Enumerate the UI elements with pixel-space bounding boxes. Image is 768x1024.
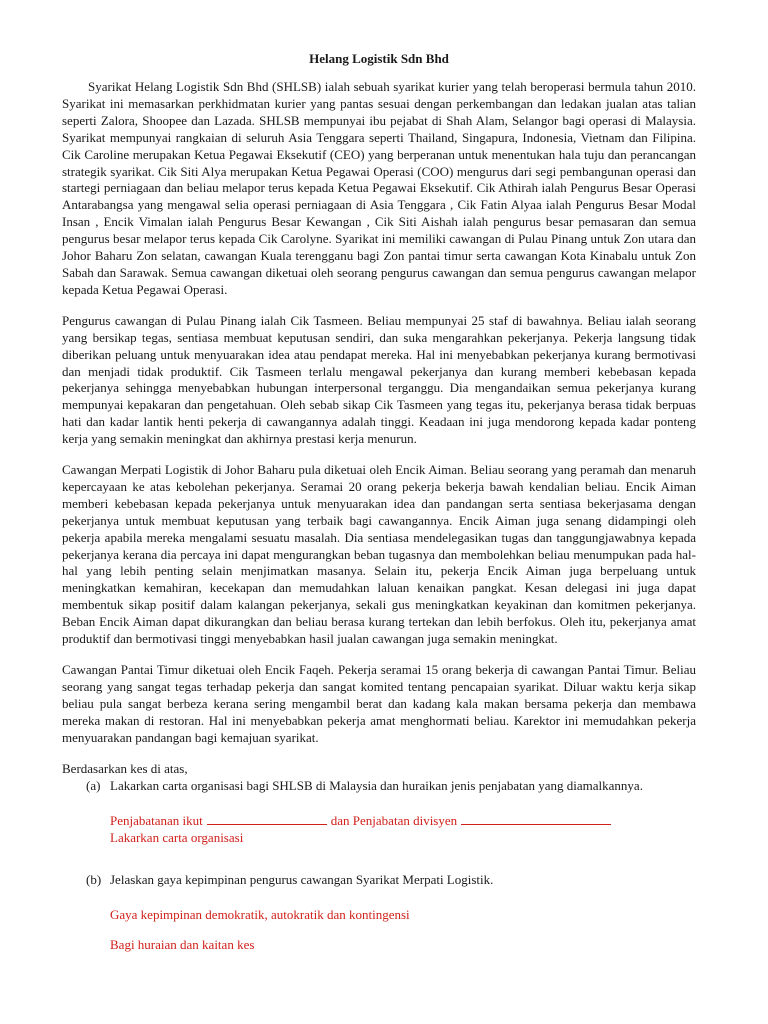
question-b-text: Jelaskan gaya kepimpinan pengurus cawangan Syarikat Merpati Logistik.	[110, 872, 494, 888]
question-b	[62, 872, 696, 889]
answer-a-part-2: dan Penjabatan divisyen	[330, 813, 458, 829]
paragraph-pulau-pinang-branch: Pengurus cawangan di Pulau Pinang ialah Cik Tasmeen. Beliau mempunyai 25 staf di bawahnya. Beliau ialah seorang yang bersikap tegas, sentiasa membuat keputusan sendiri, dan suka mengarahkan pekerjanya. Pekerja langsung tidak diberikan peluang untuk menyuarakan idea atau pendapat mereka. Hal ini menyebabkan pekerjanya kurang bermotivasi dan menjadi tidak produktif. Cik Tasmeen terlalu mengawal pekerjanya dan kurang memberi kebebasan kepada pekerjanya sehingga menyebabkan hubungan interpersonal terganggu. Dia mengandaikan semua pekerjanya kurang mempunyai kepakaran dan pengetahuan. Oleh sebab sikap Cik Tasmeen yang tegas itu, pekerjanya berasa tidak berpuas hati dan kadar lantik henti pekerja di cawangannya adalah tinggi. Keadaan ini juga mendorong kepada kadar ponteng kerja yang semakin meningkat dan akhirnya prestasi kerja menurun.	[62, 312, 696, 447]
answer-b-line-1: Gaya kepimpinan demokratik, autokratik dan kontingensi	[110, 907, 410, 923]
paragraph-pantai-timur-branch: Cawangan Pantai Timur diketuai oleh Encik Faqeh. Pekerja seramai 15 orang bekerja di cawangan Pantai Timur. Beliau seorang yang sangat tegas terhadap pekerja dan sangat komited tentang pencapaian syarikat. Diluar waktu kerja sikap beliau pula sangat berbeza kerana sering mengambil berat dan kadang kala makan bersama pekerja dan membawa mereka makan di restoran. Hal ini menyebabkan pekerja amat menghormati beliau. Karektor ini memudahkan pekerja menyuarakan pandangan bagi kemajuan syarikat.	[62, 662, 696, 745]
answer-a-line-1	[110, 812, 696, 829]
answer-a-line-2: Lakarkan carta organisasi	[110, 830, 244, 846]
answer-b-line-2: Bagi huraian dan kaitan kes	[110, 937, 255, 953]
question-a-label: (a)	[86, 778, 101, 794]
question-a-text: Lakarkan carta organisasi bagi SHLSB di Malaysia dan huraikan jenis penjabatan yang diamalkannya.	[110, 778, 643, 794]
answer-a-blank-2	[461, 812, 611, 825]
document-title: Helang Logistik Sdn Bhd	[309, 51, 449, 66]
answer-a-part-1: Penjabatanan ikut	[110, 813, 203, 829]
paragraph-company-profile: Syarikat Helang Logistik Sdn Bhd (SHLSB) ialah sebuah syarikat kurier yang telah beroperasi bermula tahun 2010. Syarikat ini memasarkan perkhidmatan kurier yang pantas sesuai dengan perkembangan dan ledakan jualan atas talian seperti Zalora, Shoopee dan Lazada. SHLSB mempunyai ibu pejabat di Shah Alam, Selangor bagi operasi di Malaysia. Syarikat mempunyai rangkaian di seluruh Asia Tenggara seperti Thailand, Singapura, Indonesia, Vietnam dan Filipina. Cik Caroline merupakan Ketua Pegawai Eksekutif (CEO) yang berperanan untuk menentukan hala tuju dan perancangan strategik syarikat. Cik Siti Alya merupakan Ketua Pegawai Operasi (COO) mengurus dari segi pembangunan operasi dan startegi perniagaan dan beliau melapor terus kepada Ketua Pegawai Eksekutif. Cik Athirah ialah Pengurus Besar Operasi Antarabangsa yang mengawal selia operasi perniagaan di Asia Tenggara , Cik Fatin Alyaa ialah Pengurus Besar Modal Insan , Encik Vimalan ialah Pengurus Besar Kewangan , Cik Siti Aishah ialah pengurus besar pemasaran dan semua pengurus besar melapor terus kepada Cik Carolyne. Syarikat ini memiliki cawangan di Pulau Pinang untuk Zon utara dan Johor Baharu Zon selatan, cawangan Kuala terengganu bagi Zon pantai timur serta cawangan Kota Kinabalu untuk Zon Sabah dan Sarawak. Semua cawangan diketuai oleh seorang pengurus cawangan dan semua pengurus cawangan melapor kepada Ketua Pegawai Operasi.	[62, 79, 696, 297]
answer-a-blank-1	[207, 812, 327, 825]
answer-a	[110, 812, 696, 846]
question-a	[62, 778, 696, 795]
paragraph-johor-baharu-branch: Cawangan Merpati Logistik di Johor Baharu pula diketuai oleh Encik Aiman. Beliau seorang yang peramah dan menaruh kepercayaan ke atas kebolehan pekerjanya. Seramai 20 orang pekerja bekerja bawah kendalian beliau. Encik Aiman memberi kebebasan kepada pekerjanya untuk menyuarakan idea dan pandangan serta sentiasa bekerjasama dengan pekerjanya untuk membuat keputusan yang terbaik bagi cawangannya. Encik Aiman juga senang didampingi oleh pekerja apabila mereka mengalami sesuatu masalah. Dia sentiasa mendelegasikan tugas dan tanggungjawabnya kepada pekerjanya kerana dia percaya ini dapat mengurangkan beban tugasnya dan membolehkan beliau menumpukan pada hal-hal yang lebih penting selain menjimatkan masanya. Selain itu, pekerja Encik Aiman juga berpeluang untuk meningkatkan kemahiran, kecekapan dan memudahkan laluan kenaikan pangkat. Kesan delegasi ini juga dapat membentuk sikap positif dalam kalangan pekerjanya, sekali gus meningkatkan keyakinan dan komitmen pekerjanya. Beban Encik Aiman dapat dikurangkan dan beliau berasa kurang tertekan dan lebih berfokus. Oleh itu, pekerjanya amat produktif dan bermotivasi tinggi menyebabkan hasil jualan cawangan juga semakin meningkat.	[62, 462, 696, 647]
answer-b	[110, 906, 696, 953]
question-intro: Berdasarkan kes di atas,	[62, 760, 188, 776]
question-b-label: (b)	[86, 872, 102, 888]
